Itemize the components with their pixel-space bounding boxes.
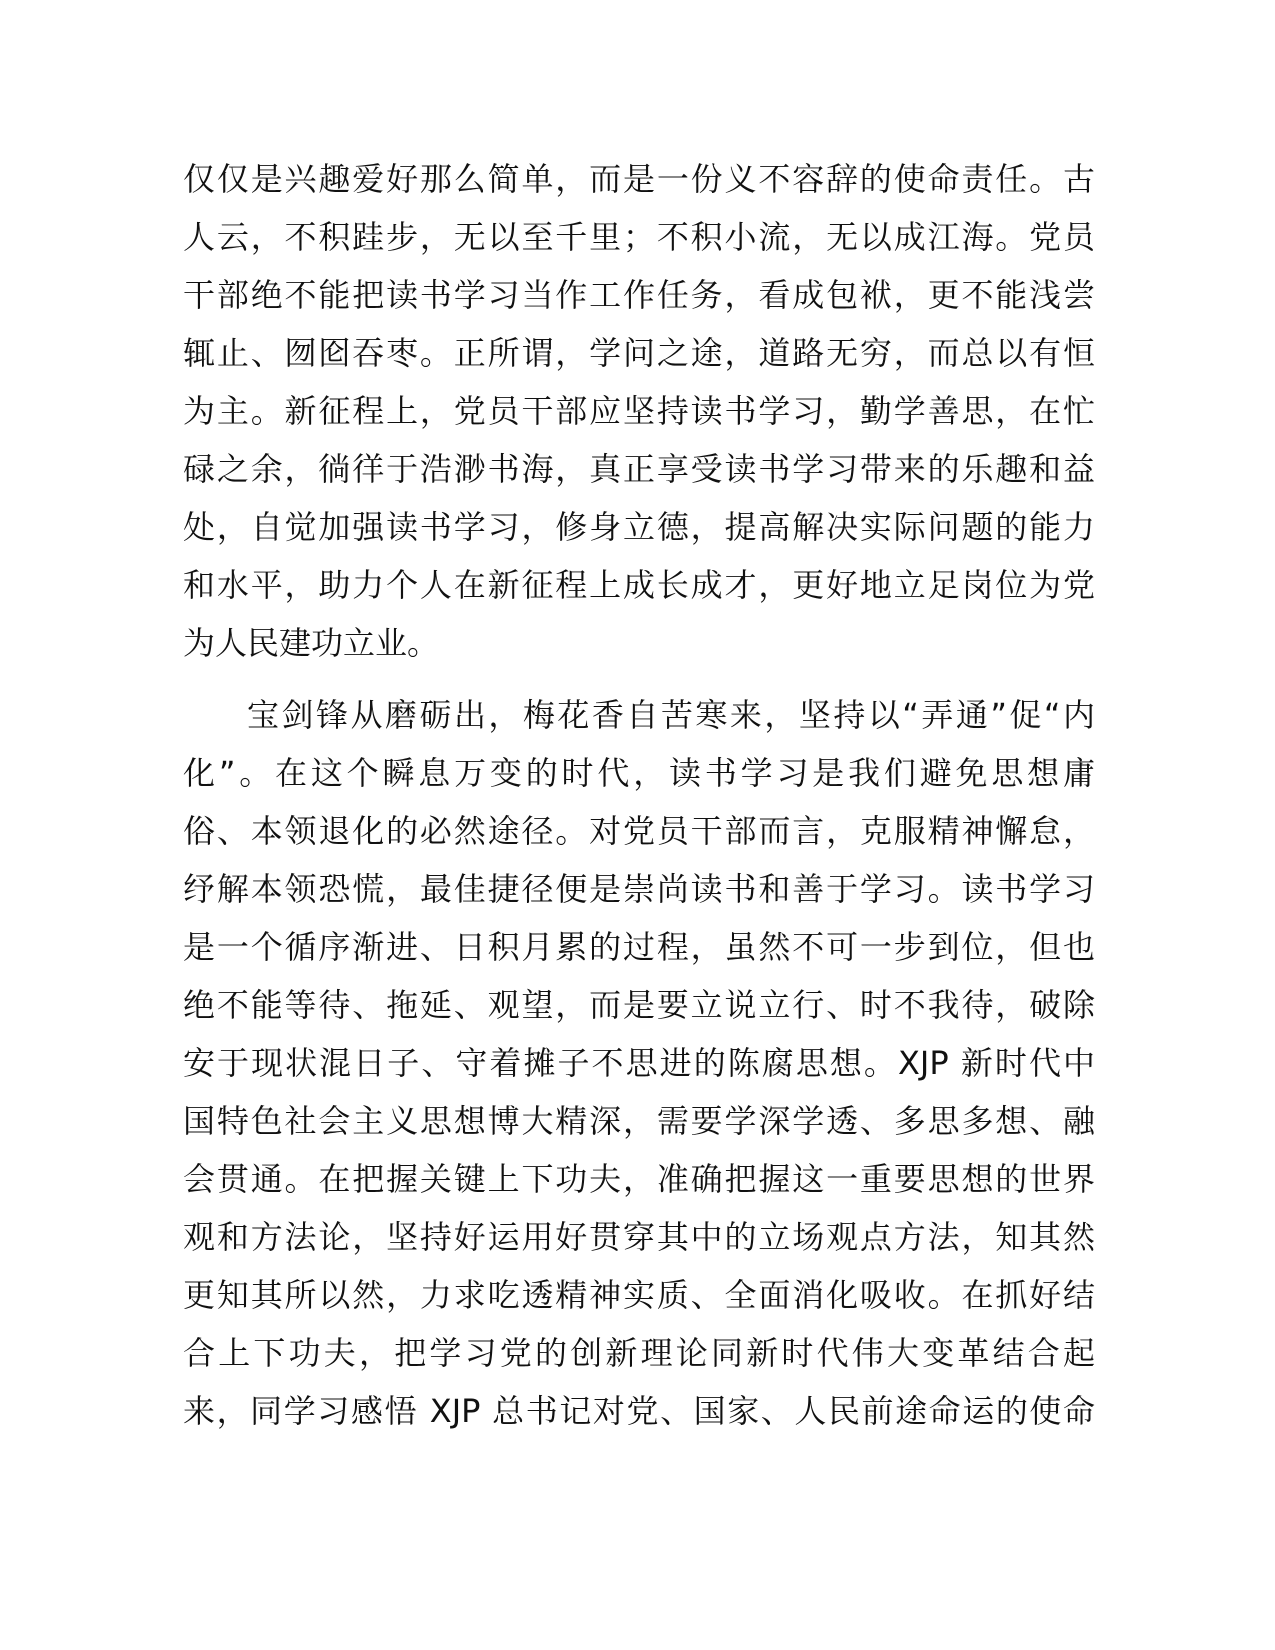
text-line: 干部绝不能把读书学习当作工作任务，看成包袱，更不能浅尝 — [183, 276, 1095, 314]
text-line: 更知其所以然，力求吃透精神实质、全面消化吸收。在抓好结 — [183, 1276, 1095, 1314]
text-line: 国特色社会主义思想博大精深，需要学深学透、多思多想、融 — [183, 1102, 1095, 1140]
text-line: 安于现状混日子、守着摊子不思进的陈腐思想。XJP 新时代中 — [183, 1044, 1095, 1082]
text-line: 来，同学习感悟 XJP 总书记对党、国家、人民前途命运的使命 — [183, 1392, 1095, 1430]
document-body — [183, 150, 1095, 1440]
text-line: 化”。在这个瞬息万变的时代，读书学习是我们避免思想庸 — [183, 754, 1095, 792]
text-line: 俗、本领退化的必然途径。对党员干部而言，克服精神懈怠， — [183, 812, 1095, 850]
text-line: 会贯通。在把握关键上下功夫，准确把握这一重要思想的世界 — [183, 1160, 1095, 1198]
text-line: 和水平，助力个人在新征程上成长成才，更好地立足岗位为党 — [183, 566, 1095, 604]
text-line: 人云，不积跬步，无以至千里；不积小流，无以成江海。党员 — [183, 218, 1095, 256]
text-line: 合上下功夫，把学习党的创新理论同新时代伟大变革结合起 — [183, 1334, 1095, 1372]
text-line: 宝剑锋从磨砺出，梅花香自苦寒来，坚持以“弄通”促“内 — [247, 696, 1095, 734]
paragraph-1 — [183, 150, 1095, 672]
text-line: 是一个循序渐进、日积月累的过程，虽然不可一步到位，但也 — [183, 928, 1095, 966]
text-line: 处，自觉加强读书学习，修身立德，提高解决实际问题的能力 — [183, 508, 1095, 546]
text-line: 辄止、囫囵吞枣。正所谓，学问之途，道路无穷，而总以有恒 — [183, 334, 1095, 372]
text-line: 为主。新征程上，党员干部应坚持读书学习，勤学善思，在忙 — [183, 392, 1095, 430]
text-line: 纾解本领恐慌，最佳捷径便是崇尚读书和善于学习。读书学习 — [183, 870, 1095, 908]
paragraph-spacing — [183, 672, 1095, 686]
text-line: 仅仅是兴趣爱好那么简单，而是一份义不容辞的使命责任。古 — [183, 160, 1095, 198]
text-line: 观和方法论，坚持好运用好贯穿其中的立场观点方法，知其然 — [183, 1218, 1095, 1256]
text-line: 为人民建功立业。 — [183, 624, 440, 662]
text-line: 绝不能等待、拖延、观望，而是要立说立行、时不我待，破除 — [183, 986, 1095, 1024]
text-line: 碌之余，徜徉于浩渺书海，真正享受读书学习带来的乐趣和益 — [183, 450, 1095, 488]
paragraph-2 — [183, 686, 1095, 1440]
